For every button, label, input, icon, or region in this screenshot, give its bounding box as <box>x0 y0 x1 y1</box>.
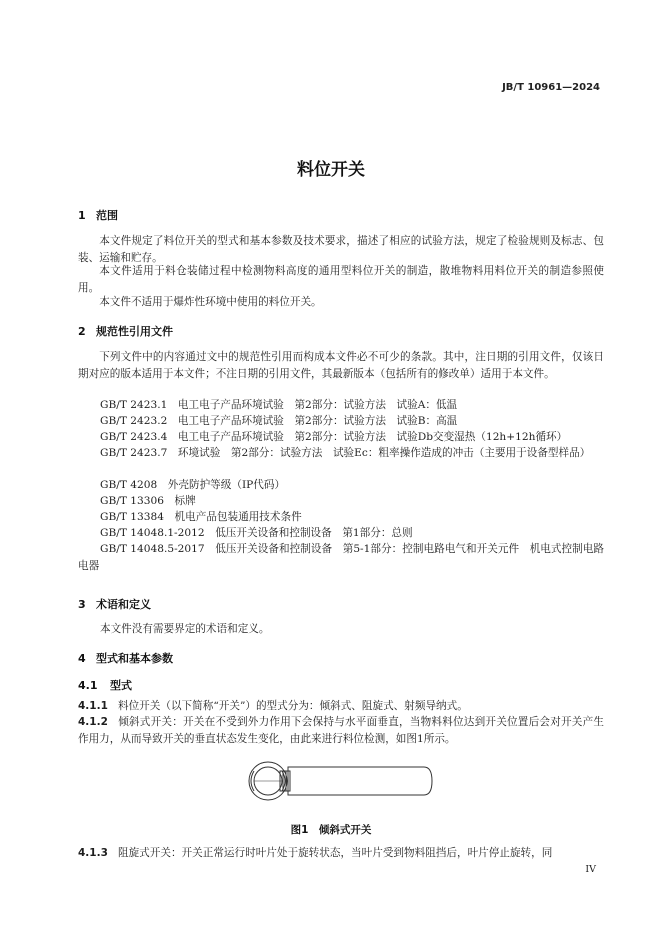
subsection-4-1-heading <box>78 677 132 693</box>
section-2-intro: 下列文件中的内容通过文中的规范性引用而构成本文件必不可少的条款。其中，注日期的引用文件，仅该日期对应的版本适用于本文件；不注日期的引用文件，其最新版本（包括所有的修改单）适用于本文件。 <box>78 351 604 380</box>
section-title: 术语和定义 <box>96 598 151 611</box>
section-3-heading <box>78 596 151 612</box>
section-title: 型式和基本参数 <box>96 652 173 665</box>
section-1-heading <box>78 207 118 223</box>
clause-text: 阻旋式开关：开关正常运行时叶片处于旋转状态，当叶片受到物料阻挡后，叶片停止旋转，同 <box>118 847 553 859</box>
clause-text: 料位开关（以下简称“开关”）的型式分为：倾斜式、阻旋式、射频导纳式。 <box>118 700 468 712</box>
reference-item: GB/T 2423.2 电工电子产品环境试验 第2部分：试验方法 试验B：高温 <box>100 415 458 427</box>
section-number: 3 <box>78 598 86 611</box>
reference-item: GB/T 13384 机电产品包装通用技术条件 <box>100 511 302 523</box>
clause-4-1-2 <box>78 714 604 747</box>
reference-item: GB/T 14048.1-2012 低压开关设备和控制设备 第1部分：总则 <box>100 527 413 539</box>
clause-4-1-1 <box>78 698 468 715</box>
tilt-switch-figure <box>236 754 436 808</box>
reference-item: GB/T 2423.1 电工电子产品环境试验 第2部分：试验方法 试验A：低温 <box>100 399 458 411</box>
section-4-heading <box>78 650 173 666</box>
reference-item: GB/T 14048.5-2017 低压开关设备和控制设备 第5-1部分：控制电路电气和开关元件 机电式控制电路电器 <box>78 543 604 572</box>
section-number: 1 <box>78 209 86 222</box>
reference-item: GB/T 4208 外壳防护等级（IP代码） <box>100 479 286 491</box>
section-title: 规范性引用文件 <box>96 325 173 338</box>
clause-number: 4.1.3 <box>78 847 108 859</box>
section-title: 范围 <box>96 209 118 222</box>
section-3-paragraph: 本文件没有需要界定的术语和定义。 <box>100 623 270 635</box>
figure-1-caption: 图1 倾斜式开关 <box>290 824 372 836</box>
reference-item: GB/T 2423.7 环境试验 第2部分：试验方法 试验Ec：粗率操作造成的冲击（主要用于设备型样品） <box>100 447 591 459</box>
reference-item: GB/T 2423.4 电工电子产品环境试验 第2部分：试验方法 试验Db交变湿热（12h+12h循环） <box>100 431 568 443</box>
section-1-paragraph-1: 本文件规定了料位开关的型式和基本参数及技术要求，描述了相应的试验方法，规定了检验规则及标志、包装、运输和贮存。 <box>78 235 604 264</box>
clause-text: 倾斜式开关：开关在不受到外力作用下会保持与水平面垂直，当物料料位达到开关位置后会对开关产生作用力，从而导致开关的垂直状态发生变化，由此来进行料位检测，如图1所示。 <box>78 716 604 745</box>
section-number: 2 <box>78 325 86 338</box>
subsection-title: 型式 <box>110 679 132 692</box>
section-2-heading <box>78 323 173 339</box>
section-1-paragraph-2: 本文件适用于料仓装储过程中检测物料高度的通用型料位开关的制造，散堆物料用料位开关的制造参照使用。 <box>78 265 604 294</box>
clause-number: 4.1.1 <box>78 700 108 712</box>
subsection-number: 4.1 <box>78 679 98 692</box>
section-1-paragraph-3: 本文件不适用于爆炸性环境中使用的料位开关。 <box>99 296 322 308</box>
standard-number: JB/T 10961—2024 <box>502 82 600 93</box>
clause-4-1-3 <box>78 845 552 862</box>
clause-number: 4.1.2 <box>78 716 108 728</box>
page-number: IV <box>585 864 596 875</box>
section-number: 4 <box>78 652 86 665</box>
reference-item: GB/T 13306 标牌 <box>100 495 196 507</box>
page-title: 料位开关 <box>297 160 365 180</box>
